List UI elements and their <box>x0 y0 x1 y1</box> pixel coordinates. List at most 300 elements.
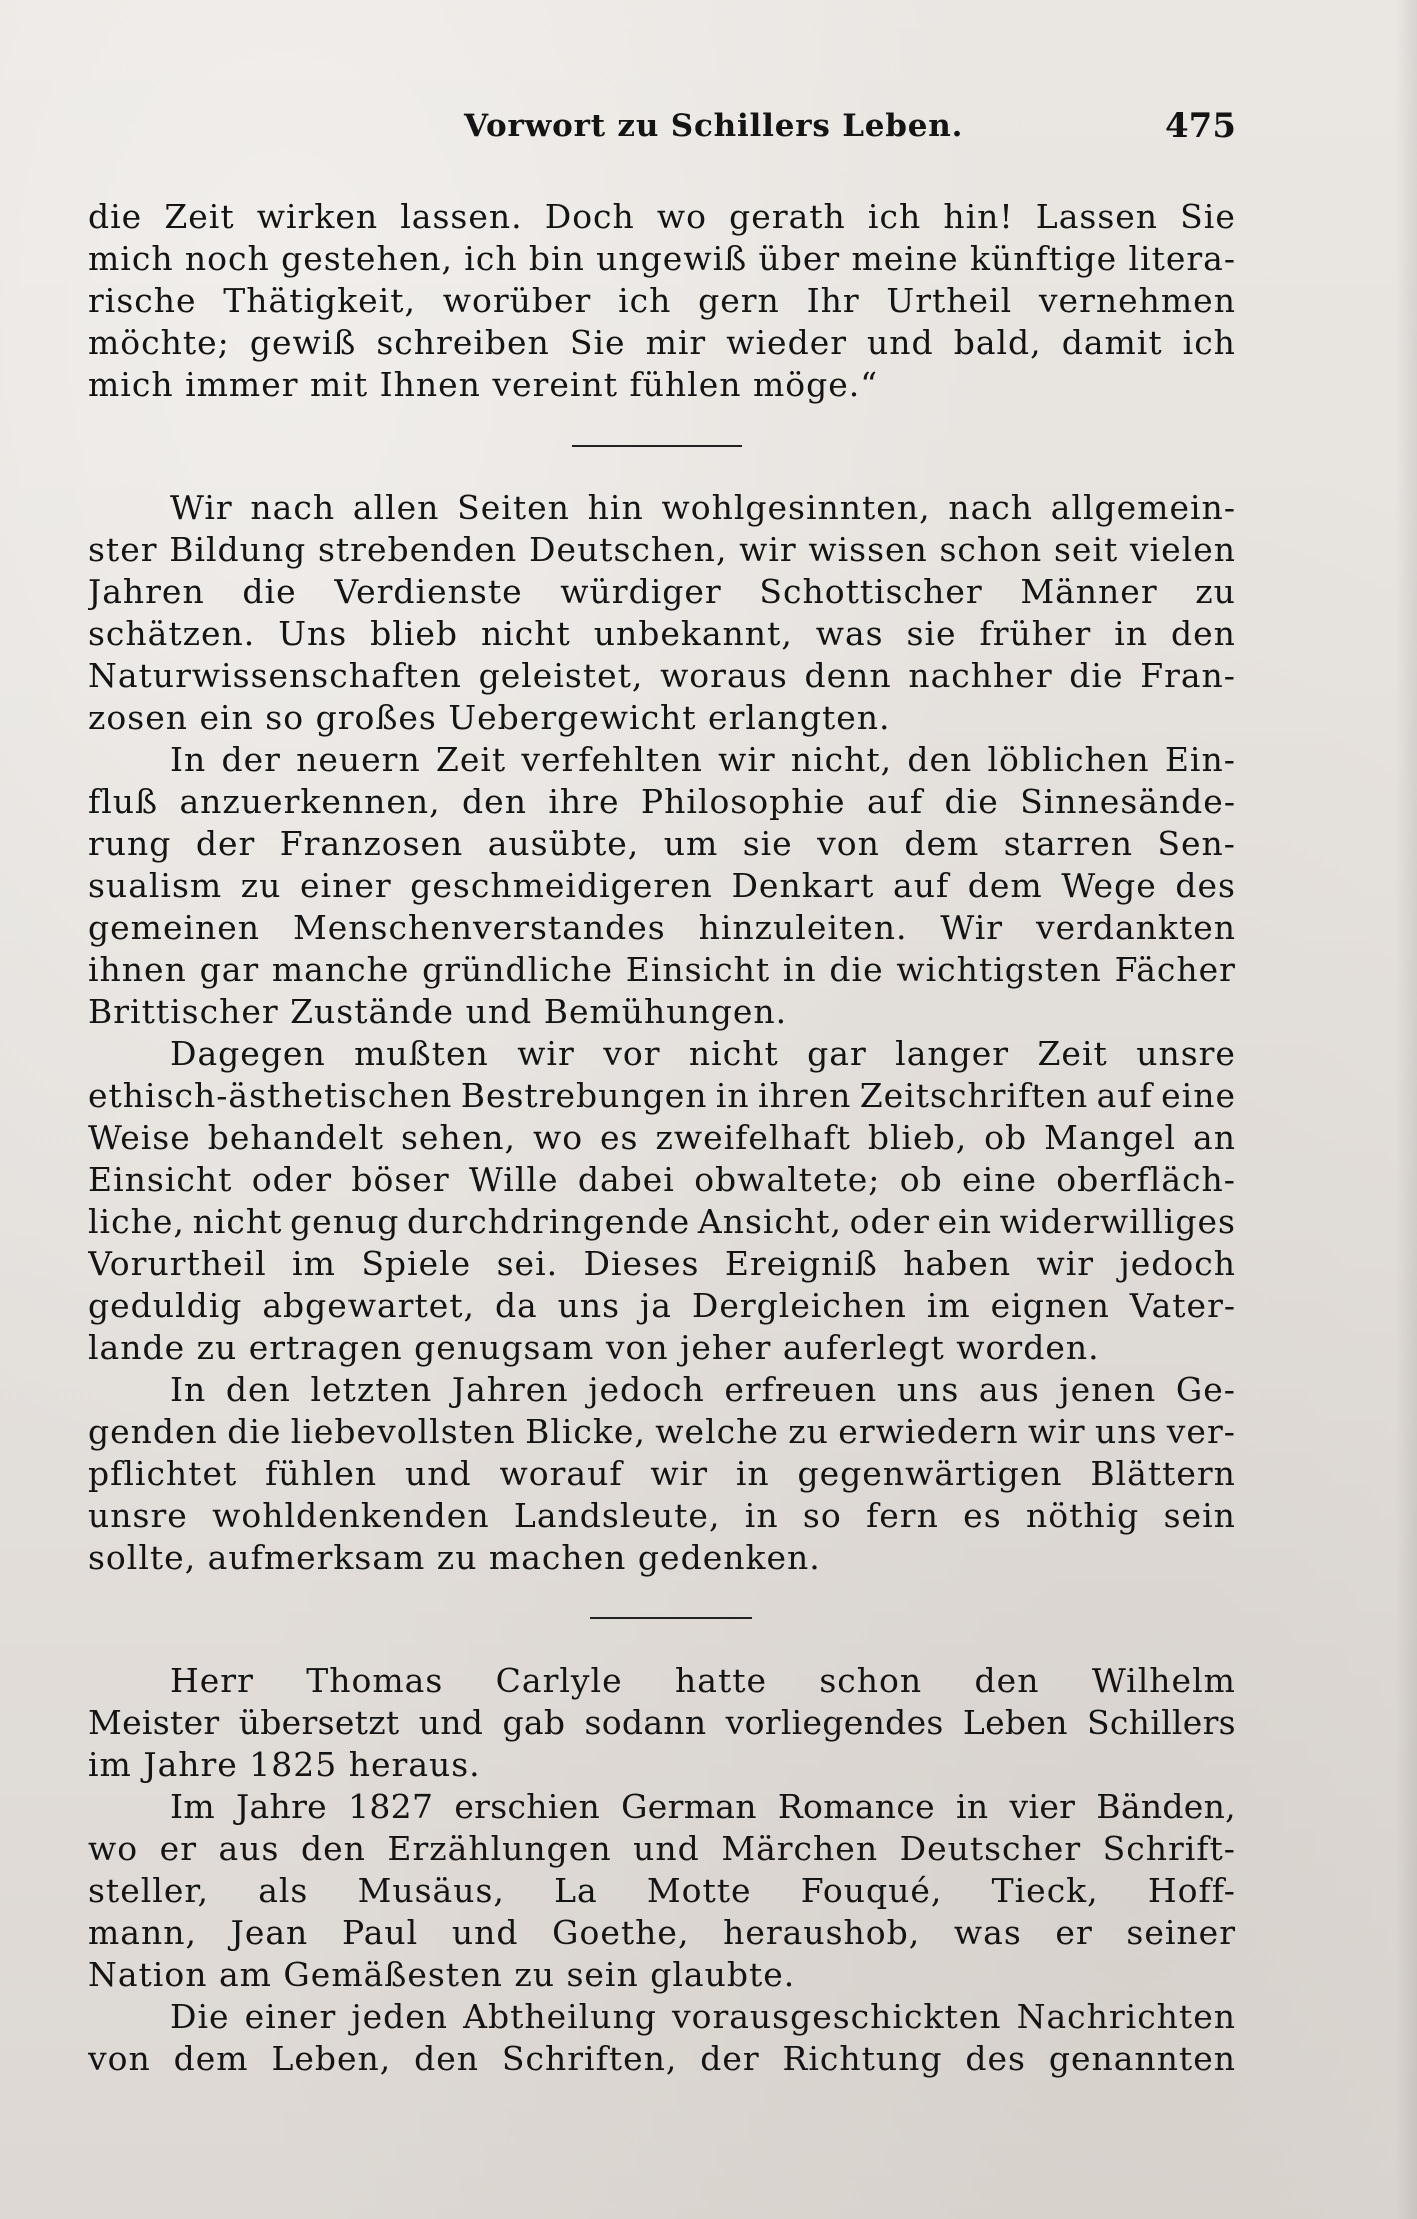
word: La <box>554 1871 598 1910</box>
word: Urtheil <box>886 281 1013 320</box>
word: nachher <box>908 656 1053 695</box>
text-line: mich immer mit Ihnen vereint fühlen möge.“ <box>88 365 879 404</box>
text-line <box>88 1285 1236 1327</box>
word: fern <box>866 1496 939 1535</box>
word: genug <box>290 1202 400 1241</box>
text-line <box>88 613 1236 655</box>
word: und <box>633 1829 700 1868</box>
text-line <box>88 907 1236 949</box>
word: Leben, <box>271 2039 392 2078</box>
word: wir <box>1028 1412 1086 1451</box>
word: rung <box>88 824 172 863</box>
word: Menschenverstandes <box>292 908 666 947</box>
running-head <box>88 108 1236 148</box>
word: ver- <box>1166 1412 1236 1451</box>
word: geschmeidigeren <box>410 866 713 905</box>
word: sodann <box>584 1703 707 1742</box>
word: langer <box>895 1034 1010 1073</box>
word: Zeit <box>164 197 235 236</box>
text-line: zosen ein so großes Uebergewicht erlangten. <box>88 698 891 737</box>
word: die <box>242 572 297 611</box>
word: nach <box>250 488 336 527</box>
word: durchdringende <box>407 1202 691 1241</box>
word: schreiben <box>376 323 550 362</box>
word: aus <box>978 1370 1040 1409</box>
word: rische <box>88 281 197 320</box>
text-line <box>88 196 1236 238</box>
text-line <box>88 865 1236 907</box>
word: Bänden, <box>1096 1787 1236 1826</box>
word: in <box>782 950 817 989</box>
text-line <box>88 1786 1236 1828</box>
word: wir <box>718 740 776 779</box>
word: Abtheilung <box>463 1997 657 2036</box>
word: wieder <box>726 323 847 362</box>
word: Wilhelm <box>1091 1661 1236 1700</box>
word: Blicke, <box>525 1412 646 1451</box>
word: fühlen <box>265 1454 378 1493</box>
word: seiner <box>1126 1913 1236 1952</box>
word: früher <box>979 614 1092 653</box>
word: wissen <box>808 530 928 569</box>
word: Schillers <box>1086 1703 1236 1742</box>
word: blieb <box>370 614 459 653</box>
word: was <box>953 1913 1022 1952</box>
word: oder <box>251 1160 333 1199</box>
word: Fächer <box>1114 950 1236 989</box>
word: hinzuleiten. <box>698 908 908 947</box>
word: es <box>600 1118 639 1157</box>
text-line: Brittischer Zustände und Bemühungen. <box>88 992 788 1031</box>
word: Dieses <box>583 1244 700 1283</box>
word: Vater- <box>1129 1286 1236 1325</box>
word: des <box>965 2039 1026 2078</box>
text-line <box>88 1369 1236 1411</box>
translator-note <box>88 1660 1236 2080</box>
word: es <box>963 1496 1002 1535</box>
word: Bestrebungen <box>460 1076 708 1115</box>
word: lassen. <box>400 197 523 236</box>
word: Meister <box>88 1703 220 1742</box>
word: er <box>1055 1913 1093 1952</box>
word: und <box>451 1913 519 1952</box>
word: gewiß <box>249 323 357 362</box>
word: Musäus, <box>357 1871 505 1910</box>
word: Sinnesände- <box>1020 782 1236 821</box>
word: gemeinen <box>88 908 261 947</box>
word: Sie <box>1180 197 1236 236</box>
word: Wir <box>170 488 233 527</box>
word: Thomas <box>306 1661 444 1700</box>
word: gab <box>502 1703 566 1742</box>
word: eine <box>1161 1076 1236 1115</box>
word: jedoch <box>588 1370 705 1409</box>
text-line <box>88 1159 1236 1201</box>
word: wirken <box>256 197 379 236</box>
word: mann, <box>88 1913 197 1952</box>
page-number: 475 <box>1165 106 1236 146</box>
word: manche <box>271 950 410 989</box>
word: Jean <box>230 1913 309 1952</box>
text-line: sollte, aufmerksam zu machen gedenken. <box>88 1538 821 1577</box>
text-line <box>88 781 1236 823</box>
word: In <box>170 740 207 779</box>
word: sie <box>906 614 957 653</box>
word: wo <box>656 197 708 236</box>
word: in <box>956 1787 989 1826</box>
word: Im <box>170 1787 215 1826</box>
word: hatte <box>675 1661 767 1700</box>
word: nicht <box>192 1202 283 1241</box>
word: Schriften, <box>501 2039 678 2078</box>
word: Richtung <box>782 2039 943 2078</box>
word: künftige <box>969 239 1118 278</box>
word: erfreuen <box>724 1370 878 1409</box>
word: welche <box>655 1412 779 1451</box>
word: nicht <box>480 614 571 653</box>
word: Thätigkeit, <box>223 281 416 320</box>
word: Wir <box>940 908 1004 947</box>
word: Fran- <box>1140 656 1236 695</box>
word: Blättern <box>1090 1454 1236 1493</box>
word: auf <box>1096 1076 1153 1115</box>
word: schon <box>939 530 1043 569</box>
word: ethisch-ästhetischen <box>88 1076 453 1115</box>
word: mußten <box>354 1034 489 1073</box>
text-line <box>88 739 1236 781</box>
word: sualism <box>88 866 223 905</box>
text-line: lande zu ertragen genugsam von jeher auferlegt worden. <box>88 1328 1100 1367</box>
word: aus <box>218 1829 280 1868</box>
text-line: Nation am Gemäßesten zu sein glaubte. <box>88 1955 796 1994</box>
word: eine <box>962 1160 1037 1199</box>
word: Tieck, <box>991 1871 1099 1910</box>
word: ihre <box>548 782 620 821</box>
word: allen <box>352 488 440 527</box>
word: löblichen <box>987 740 1150 779</box>
text-line <box>88 1702 1236 1744</box>
text-line <box>88 1996 1236 2038</box>
word: Schrift- <box>1102 1829 1236 1868</box>
text-line <box>88 1117 1236 1159</box>
word: worauf <box>499 1454 623 1493</box>
word: den <box>974 1661 1040 1700</box>
word: würdiger <box>560 572 722 611</box>
word: wo <box>532 1118 584 1157</box>
word: seit <box>1053 530 1119 569</box>
word: im <box>292 1244 336 1283</box>
word: wir <box>1036 1244 1095 1283</box>
word: einer <box>244 1997 337 2036</box>
word: Lassen <box>1035 197 1159 236</box>
word: im <box>926 1286 971 1325</box>
word: eignen <box>990 1286 1110 1325</box>
word: sein <box>1163 1496 1236 1535</box>
text-line <box>88 823 1236 865</box>
text-line <box>88 1201 1236 1243</box>
word: verdankten <box>1035 908 1236 947</box>
word: dem <box>173 2039 249 2078</box>
word: die <box>227 1412 282 1451</box>
word: geduldig <box>88 1286 243 1325</box>
word: meine <box>851 239 959 278</box>
word: behandelt <box>207 1118 385 1157</box>
word: pflichtet <box>88 1454 238 1493</box>
word: Carlyle <box>495 1661 623 1700</box>
word: wir <box>739 530 797 569</box>
word: Dergleichen <box>691 1286 907 1325</box>
word: gern <box>698 281 780 320</box>
word: Zeit <box>1037 1034 1108 1073</box>
word: ob <box>984 1118 1028 1157</box>
word: Philosophie <box>640 782 846 821</box>
word: Schottischer <box>759 572 983 611</box>
word: ihren <box>758 1076 852 1115</box>
word: Erzählungen <box>387 1829 612 1868</box>
word: uns <box>1094 1412 1158 1451</box>
word: unbekannt, <box>593 614 793 653</box>
word: als <box>258 1871 309 1910</box>
word: Romance <box>777 1787 935 1826</box>
word: was <box>815 614 884 653</box>
text-line <box>88 1033 1236 1075</box>
text-line <box>88 322 1236 364</box>
word: in <box>715 1076 750 1115</box>
word: fluß <box>88 782 159 821</box>
word: und <box>867 323 934 362</box>
word: wohlgesinnten, <box>661 488 931 527</box>
word: der <box>195 824 256 863</box>
word: in <box>735 1454 770 1493</box>
quote-conclusion <box>88 196 1236 406</box>
text-line <box>88 1870 1236 1912</box>
word: Ansicht, <box>697 1202 842 1241</box>
word: so <box>802 1496 842 1535</box>
word: Männer <box>1020 572 1158 611</box>
word: Jahre <box>236 1787 327 1826</box>
word: Zeitschriften <box>859 1076 1089 1115</box>
word: widerwilliges <box>999 1202 1236 1241</box>
word: vorausgeschickten <box>671 1997 1002 2036</box>
word: und <box>418 1703 484 1742</box>
word: erschien <box>454 1787 601 1826</box>
word: liche, <box>88 1202 185 1241</box>
word: Fouqué, <box>800 1871 943 1910</box>
word: Naturwissenschaften <box>88 656 462 695</box>
word: steller, <box>88 1871 210 1910</box>
word: bin <box>528 239 585 278</box>
word: böser <box>351 1160 450 1199</box>
word: nöthig <box>1025 1496 1140 1535</box>
word: an <box>1193 1118 1236 1157</box>
word: wohldenkenden <box>212 1496 490 1535</box>
word: sie <box>742 824 793 863</box>
text-line <box>88 2038 1236 2080</box>
word: Deutscher <box>899 1829 1082 1868</box>
word: Bildung <box>169 530 307 569</box>
word: den <box>414 2039 480 2078</box>
word: gerath <box>729 197 846 236</box>
word: vernehmen <box>1038 281 1236 320</box>
word: Seiten <box>457 488 570 527</box>
word: der <box>221 740 281 779</box>
word: ich <box>1182 323 1236 362</box>
word: um <box>663 824 719 863</box>
text-line <box>88 949 1236 991</box>
word: Spiele <box>361 1244 472 1283</box>
word: unsre <box>1136 1034 1236 1073</box>
word: möchte; <box>88 323 230 362</box>
word: obwaltete; <box>694 1160 881 1199</box>
word: gegenwärtigen <box>797 1454 1063 1493</box>
word: Paul <box>341 1913 419 1952</box>
word: damit <box>1061 323 1163 362</box>
word: haben <box>903 1244 1012 1283</box>
text-line <box>88 529 1236 571</box>
word: die <box>1069 656 1124 695</box>
word: dabei <box>577 1160 675 1199</box>
word: ich <box>618 281 672 320</box>
word: noch <box>184 239 270 278</box>
word: uns <box>557 1286 621 1325</box>
word: unsre <box>88 1496 188 1535</box>
word: dem <box>904 824 980 863</box>
word: Wege <box>1061 866 1157 905</box>
word: über <box>758 239 841 278</box>
word: litera- <box>1128 239 1236 278</box>
text-line <box>88 1828 1236 1870</box>
word: Goethe, <box>552 1913 690 1952</box>
word: uns <box>896 1370 960 1409</box>
word: ja <box>640 1286 672 1325</box>
word: Motte <box>646 1871 752 1910</box>
word: da <box>494 1286 538 1325</box>
word: ob <box>899 1160 943 1199</box>
word: gar <box>807 1034 867 1073</box>
word: gar <box>199 950 260 989</box>
word: Jahren <box>451 1370 569 1409</box>
word: vor <box>603 1034 661 1073</box>
word: Franzosen <box>279 824 464 863</box>
word: neuern <box>296 740 421 779</box>
word: erwiedern <box>838 1412 1019 1451</box>
word: Doch <box>544 197 635 236</box>
word: die <box>944 782 999 821</box>
word: Ge- <box>1175 1370 1236 1409</box>
word: Deutschen, <box>528 530 728 569</box>
word: bald, <box>953 323 1042 362</box>
word: einer <box>300 866 392 905</box>
word: jedoch <box>1119 1244 1236 1283</box>
section-divider <box>590 1617 752 1619</box>
text-line <box>88 1243 1236 1285</box>
text-line <box>88 1411 1236 1453</box>
word: ster <box>88 530 158 569</box>
running-title: Vorwort zu Schillers Leben. <box>464 108 964 144</box>
word: German <box>621 1787 757 1826</box>
word: Jahren <box>88 572 205 611</box>
word: Einsicht <box>625 950 771 989</box>
text-line <box>88 487 1236 529</box>
word: starren <box>1003 824 1133 863</box>
word: von <box>817 824 880 863</box>
section-divider <box>572 445 742 447</box>
word: vielen <box>1129 530 1236 569</box>
word: Weise <box>88 1118 191 1157</box>
word: von <box>88 2039 151 2078</box>
text-line <box>88 1912 1236 1954</box>
word: den <box>1171 614 1236 653</box>
word: anzuerkennen, <box>179 782 441 821</box>
word: Sie <box>569 323 626 362</box>
word: den <box>462 782 527 821</box>
text-line <box>88 655 1236 697</box>
word: Dagegen <box>170 1034 326 1073</box>
word: ausübte, <box>487 824 640 863</box>
word: mir <box>645 323 707 362</box>
word: sei. <box>496 1244 559 1283</box>
word: Zeit <box>435 740 507 779</box>
word: Nachrichten <box>1016 1997 1236 2036</box>
word: die <box>88 197 143 236</box>
word: abgewartet, <box>262 1286 476 1325</box>
word: zu <box>1195 572 1236 611</box>
word: genden <box>88 1412 218 1451</box>
text-line <box>88 1453 1236 1495</box>
word: mich <box>88 239 174 278</box>
word: Vorurtheil <box>88 1244 267 1283</box>
word: auf <box>893 866 950 905</box>
word: Hoff- <box>1147 1871 1236 1910</box>
word: auf <box>866 782 924 821</box>
word: hin <box>587 488 644 527</box>
word: schätzen. <box>88 614 256 653</box>
text-line: im Jahre 1825 heraus. <box>88 1745 481 1784</box>
word: Märchen <box>721 1829 879 1868</box>
word: wo <box>88 1829 139 1868</box>
word: letzten <box>310 1370 433 1409</box>
word: nicht, <box>790 740 893 779</box>
word: gestehen, <box>281 239 453 278</box>
text-line <box>88 1495 1236 1537</box>
word: wir <box>517 1034 575 1073</box>
word: Sen- <box>1157 824 1236 863</box>
word: den <box>907 740 973 779</box>
text-line <box>88 1660 1236 1702</box>
word: oberfläch- <box>1056 1160 1236 1199</box>
word: ungewiß <box>596 239 748 278</box>
word: Ihr <box>806 281 860 320</box>
word: und <box>405 1454 472 1493</box>
word: schon <box>819 1661 923 1700</box>
word: jeden <box>351 1997 449 2036</box>
word: ihnen <box>88 950 187 989</box>
word: Leben <box>962 1703 1068 1742</box>
word: ich <box>867 197 922 236</box>
word: jenen <box>1059 1370 1157 1409</box>
word: denn <box>804 656 892 695</box>
word: wichtigsten <box>896 950 1102 989</box>
word: in <box>744 1496 779 1535</box>
word: oder <box>849 1202 930 1241</box>
word: strebenden <box>317 530 518 569</box>
word: vorliegendes <box>725 1703 944 1742</box>
word: In <box>170 1370 207 1409</box>
word: dem <box>967 866 1043 905</box>
word: verfehlten <box>521 740 703 779</box>
word: nicht <box>688 1034 779 1073</box>
word: allgemein- <box>1050 488 1236 527</box>
